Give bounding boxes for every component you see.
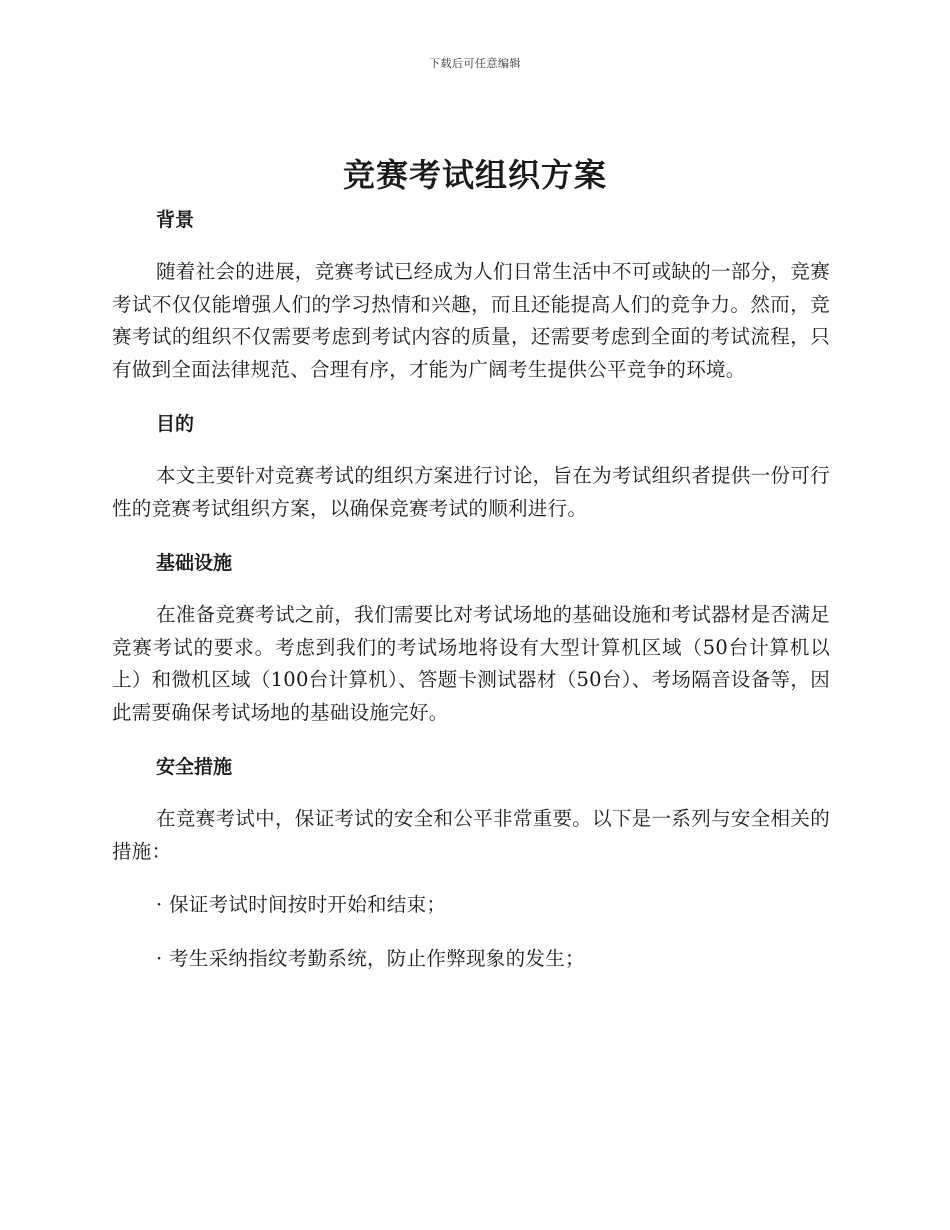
paragraph: 在竞赛考试中，保证考试的安全和公平非常重要。以下是一系列与安全相关的措施：: [112, 807, 830, 863]
bullet-item: · 保证考试时间按时开始和结束；: [156, 893, 447, 916]
document-title: 竞赛考试组织方案: [342, 156, 607, 194]
section-heading: 基础设施: [156, 552, 233, 574]
section-safety-measures: [112, 752, 830, 975]
section-heading: 背景: [156, 209, 195, 231]
section-purpose: [112, 409, 830, 525]
header-note: 下载后可任意编辑: [429, 57, 521, 70]
section-background: [112, 205, 830, 386]
bullet-item: · 考生采纳指纹考勤系统，防止作弊现象的发生；: [156, 946, 585, 970]
section-heading: 目的: [156, 413, 195, 435]
paragraph: 在准备竞赛考试之前，我们需要比对考试场地的基础设施和考试器材是否满足竞赛考试的要求。考虑到我们的考试场地将设有大型计算机区域（50台计算机以上）和微机区域（100台计算机）、答题卡测试器材（50台）、考场隔音设备等，因此需要确保考试场地的基础设施完好。: [112, 603, 830, 724]
section-heading: 安全措施: [156, 756, 233, 778]
section-infrastructure: [112, 548, 830, 729]
document-body: [112, 205, 830, 975]
paragraph: 本文主要针对竞赛考试的组织方案进行讨论，旨在为考试组织者提供一份可行性的竞赛考试组织方案，以确保竞赛考试的顺利进行。: [112, 464, 830, 520]
paragraph: 随着社会的进展，竞赛考试已经成为人们日常生活中不可或缺的一部分，竞赛考试不仅仅能增强人们的学习热情和兴趣，而且还能提高人们的竞争力。然而，竞赛考试的组织不仅需要考虑到考试内容的质量，还需要考虑到全面的考试流程，只有做到全面法律规范、合理有序，才能为广阔考生提供公平竞争的环境。: [112, 260, 830, 381]
